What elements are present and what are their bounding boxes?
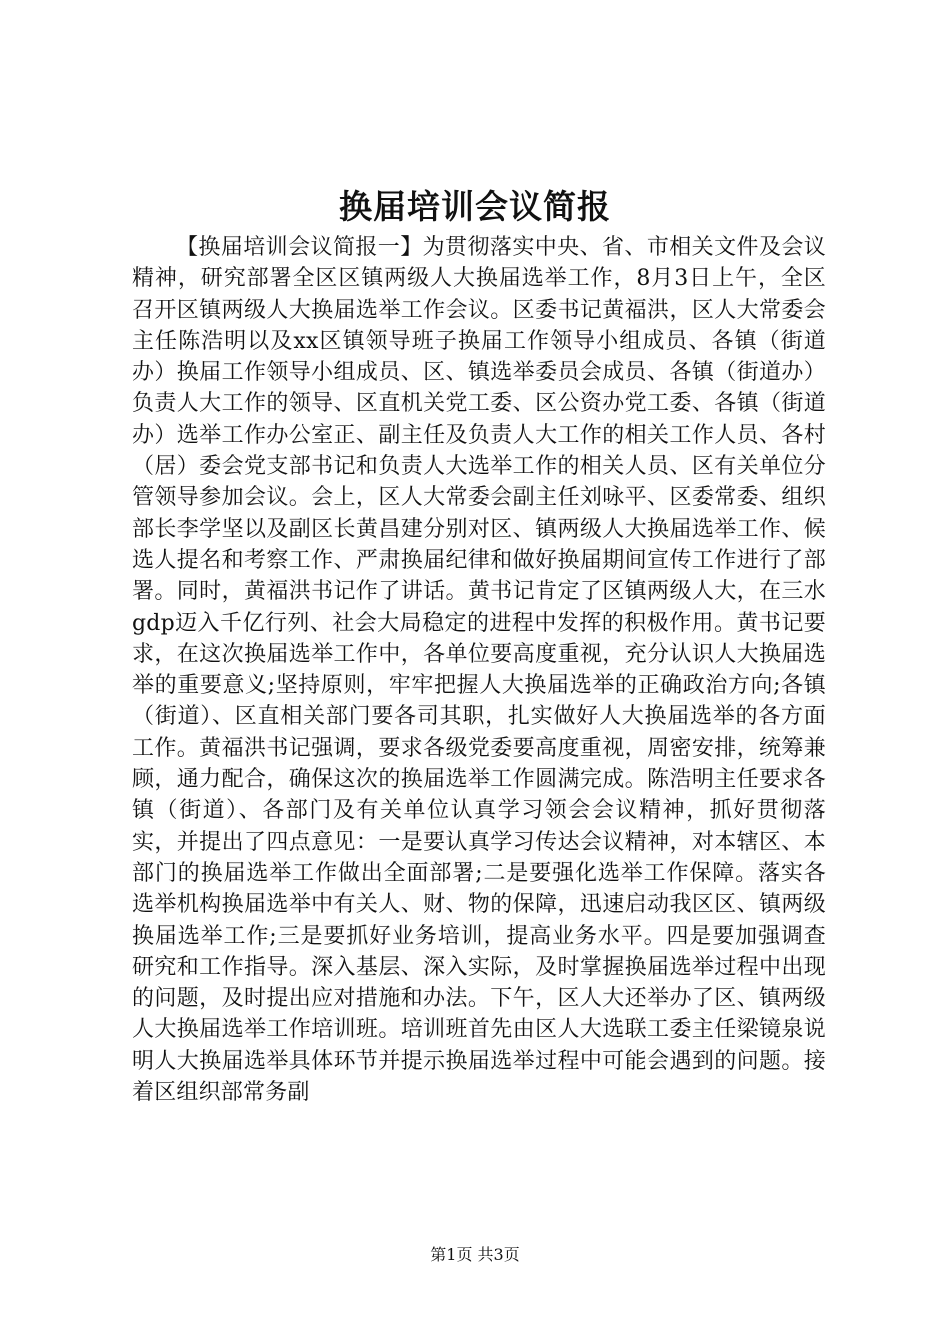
document-body-paragraph: 【换届培训会议简报一】为贯彻落实中央、省、市相关文件及会议精神，研究部署全区区镇两级人大换届选举工作，8月3日上午，全区召开区镇两级人大换届选举工作会议。区委书记黄福洪，区人大常委会主任陈浩明以及xx区镇领导班子换届工作领导小组成员、各镇（街道办）换届工作领导小组成员、区、镇选举委员会成员、各镇（街道办）负责人大工作的领导、区直机关党工委、区公资办党工委、各镇（街道办）选举工作办公室正、副主任及负责人大工作的相关工作人员、各村（居）委会党支部书记和负责人大选举工作的相关人员、区有关单位分管领导参加会议。会上，区人大常委会副主任刘咏平、区委常委、组织部长李学坚以及副区长黄昌建分别对区、镇两级人大换届选举工作、候选人提名和考察工作、严肃换届纪律和做好换届期间宣传工作进行了部署。同时，黄福洪书记作了讲话。黄书记肯定了区镇两级人大，在三水gdp迈入千亿行列、社会大局稳定的进程中发挥的积极作用。黄书记要求，在这次换届选举工作中，各单位要高度重视，充分认识人大换届选举的重要意义;坚持原则，牢牢把握人大换届选举的正确政治方向;各镇（街道）、区直相关部门要各司其职，扎实做好人大换届选举的各方面工作。黄福洪书记强调，要求各级党委要高度重视，周密安排，统筹兼顾，通力配合，确保这次的换届选举工作圆满完成。陈浩明主任要求各镇（街道）、各部门及有关单位认真学习领会会议精神，抓好贯彻落实，并提出了四点意见：一是要认真学习传达会议精神，对本辖区、本部门的换届选举工作做出全面部署;二是要强化选举工作保障。落实各选举机构换届选举中有关人、财、物的保障，迅速启动我区区、镇两级换届选举工作;三是要抓好业务培训，提高业务水平。四是要加强调查研究和工作指导。深入基层、深入实际，及时掌握换届选举过程中出现的问题，及时提出应对措施和办法。下午，区人大还举办了区、镇两级人大换届选举工作培训班。培训班首先由区人大选联工委主任梁镜泉说明人大换届选举具体环节并提示换届选举过程中可能会遇到的问题。接着区组织部常务副 [132,235,826,1106]
page-number-footer: 第1页 共3页 [430,1245,520,1264]
document-title: 换届培训会议简报 [339,187,611,226]
